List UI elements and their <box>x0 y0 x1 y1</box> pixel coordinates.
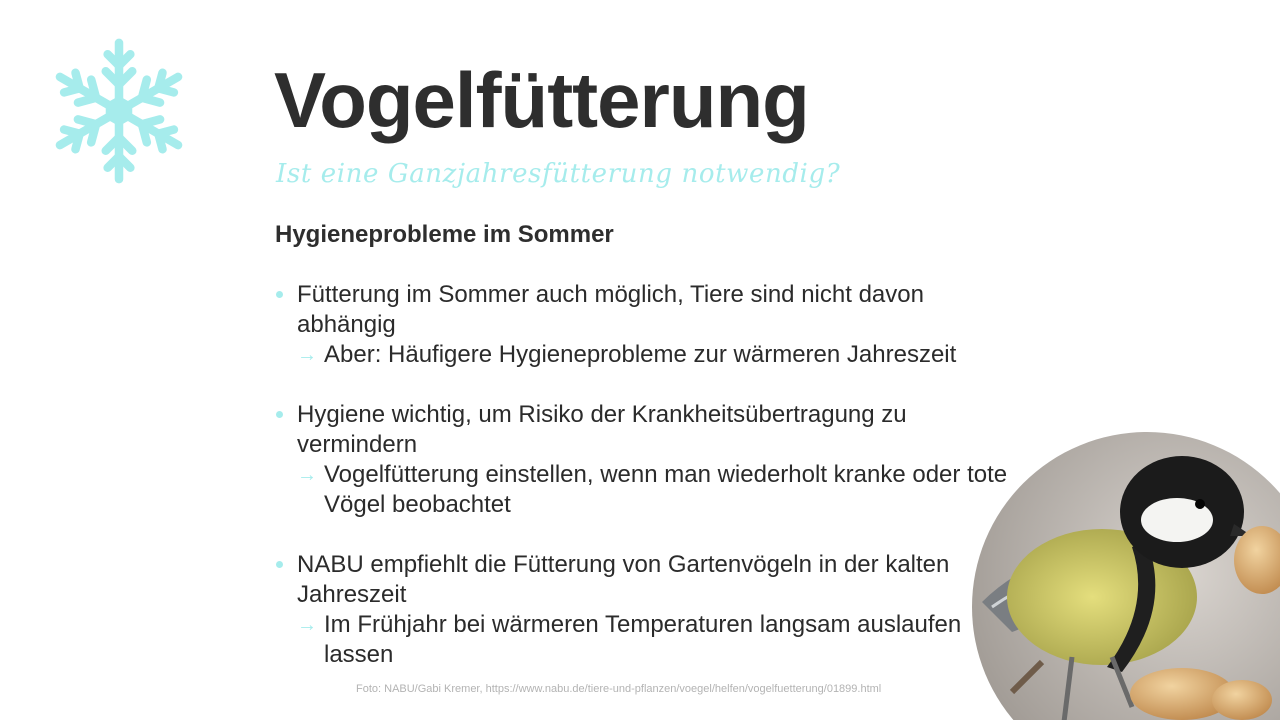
bullet-dot <box>276 411 283 418</box>
bird-photo <box>972 432 1280 720</box>
section-heading: Hygieneprobleme im Sommer <box>275 221 614 248</box>
bullet-dot <box>276 291 283 298</box>
sub-bullet-text: Aber: Häufigere Hygieneprobleme zur wärmeren Jahreszeit <box>324 341 957 368</box>
slide-title: Vogelfütterung <box>274 56 809 144</box>
sub-bullet <box>297 610 1015 670</box>
slide-subtitle: Ist eine Ganzjahresfütterung notwendig? <box>276 159 841 189</box>
bullet-text: Fütterung im Sommer auch möglich, Tiere sind nicht davon abhängig <box>297 281 924 338</box>
arrow-right-icon: → <box>297 344 317 366</box>
snowflake-icon <box>48 32 190 190</box>
list-item <box>275 550 1015 670</box>
bullet-text: Hygiene wichtig, um Risiko der Krankheitsübertragung zu vermindern <box>297 401 907 458</box>
sub-bullet-text: Im Frühjahr bei wärmeren Temperaturen langsam auslaufen lassen <box>324 611 962 668</box>
bullet-dot <box>276 561 283 568</box>
bullet-list <box>275 280 1015 700</box>
sub-bullet <box>297 340 1015 370</box>
arrow-right-icon: → <box>297 614 317 636</box>
list-item <box>275 280 1015 370</box>
arrow-right-icon: → <box>297 464 317 486</box>
sub-bullet-text: Vogelfütterung einstellen, wenn man wiederholt kranke oder tote Vögel beobachtet <box>324 461 1008 518</box>
photo-caption: Foto: NABU/Gabi Kremer, https://www.nabu.de/tiere-und-pflanzen/voegel/helfen/vogelfuetterung/01899.html <box>356 683 882 695</box>
list-item <box>275 400 1015 520</box>
sub-bullet <box>297 460 1015 520</box>
bullet-text: NABU empfiehlt die Fütterung von Gartenvögeln in der kalten Jahreszeit <box>297 551 950 608</box>
